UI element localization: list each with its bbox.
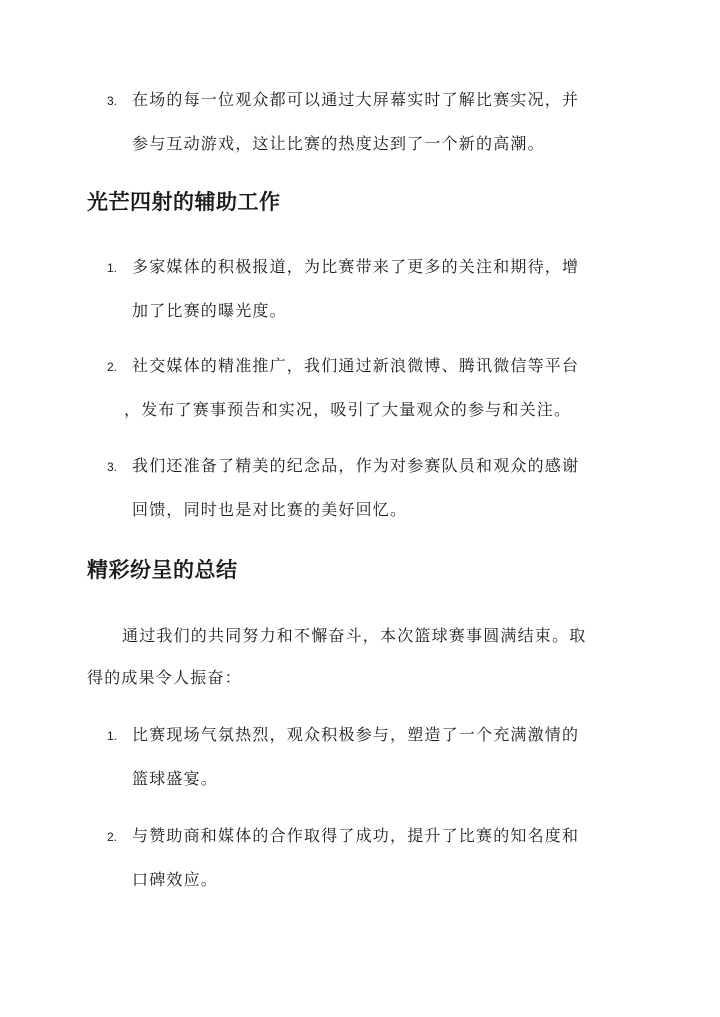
list-item-text-line: 参与互动游戏，这让比赛的热度达到了一个新的高潮。	[132, 134, 545, 153]
paragraph-line: 得的成果令人振奋：	[87, 668, 242, 687]
list-item-number: 2.	[107, 360, 118, 374]
list-item-text-line: ，发布了赛事预告和实况，吸引了大量观众的参与和关注。	[124, 400, 572, 419]
list-item-number: 3.	[107, 94, 118, 108]
paragraph-line: 通过我们的共同努力和不懈奋斗，本次篮球赛事圆满结束。取	[122, 626, 587, 645]
list-item-text-line: 我们还准备了精美的纪念品，作为对参赛队员和观众的感谢	[132, 456, 580, 475]
list-item-text-line: 多家媒体的积极报道，为比赛带来了更多的关注和期待，增	[132, 257, 580, 276]
list-item-text-line: 加了比赛的曝光度。	[132, 301, 287, 320]
list-item-number: 1.	[107, 729, 118, 743]
list-item-text-line: 与赞助商和媒体的合作取得了成功，提升了比赛的知名度和	[132, 826, 580, 845]
list-item-text-line: 口碑效应。	[132, 870, 219, 889]
list-item-number: 3.	[107, 460, 118, 474]
list-item-text-line: 在场的每一位观众都可以通过大屏幕实时了解比赛实况，并	[132, 90, 580, 109]
list-item-text-line: 篮球盛宴。	[132, 769, 219, 788]
section-heading: 光芒四射的辅助工作	[87, 189, 281, 214]
list-item-number: 2.	[107, 830, 118, 844]
list-item-text-line: 比赛现场气氛热烈，观众积极参与，塑造了一个充满激情的	[132, 725, 580, 744]
section-heading: 精彩纷呈的总结	[87, 557, 238, 582]
list-item-number: 1.	[107, 261, 118, 275]
list-item-text-line: 回馈，同时也是对比赛的美好回忆。	[132, 500, 408, 519]
list-item-text-line: 社交媒体的精准推广，我们通过新浪微博、腾讯微信等平台	[132, 356, 580, 375]
